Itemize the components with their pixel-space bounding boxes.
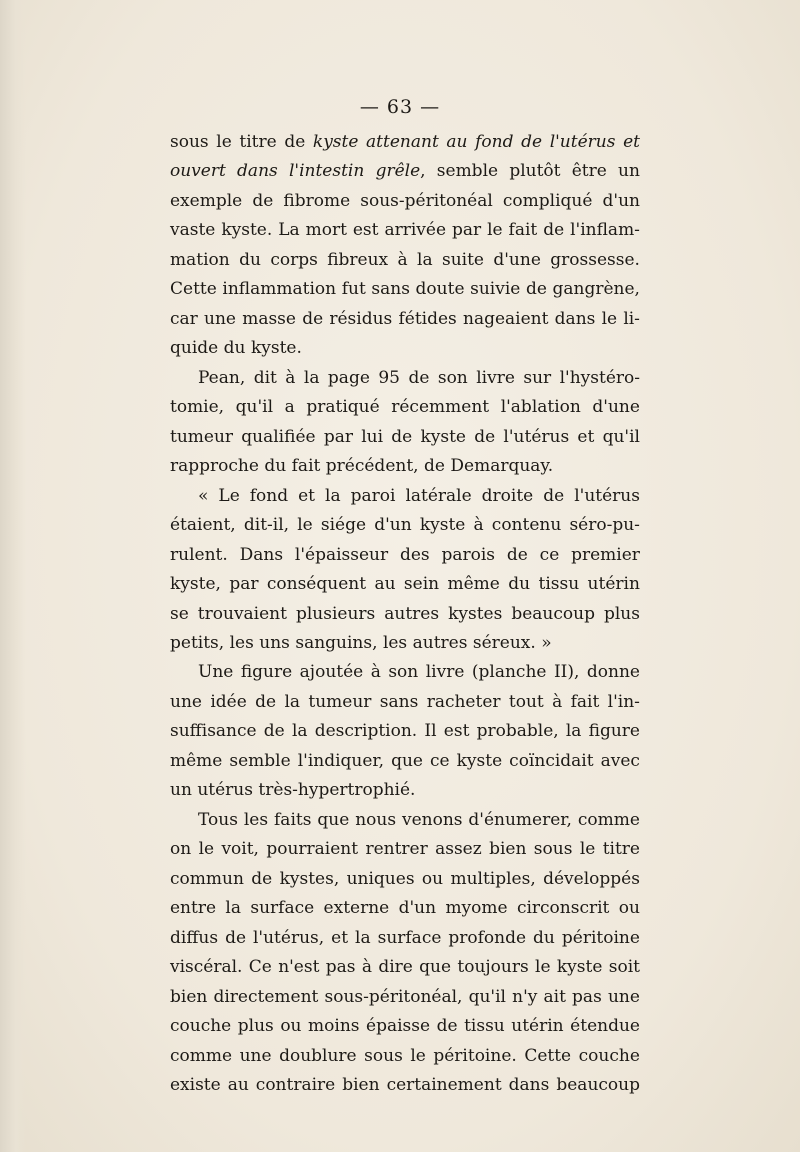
text-line: Cette inflammation fut sans doute suivie de gangrène, [170,279,640,300]
text-line: ouvert dans l'intestin grêle, semble plutôt être un [170,161,640,182]
text-line: commun de kystes, uniques ou multiples, développés [170,868,640,889]
text-line: Tous les faits que nous venons d'énumerer, comme [198,809,640,830]
text-line: rapproche du fait précédent, de Demarquay. [170,456,554,477]
text-line: rulent. Dans l'épaisseur des parois de ce premier [170,544,640,565]
text-line: étaient, dit-il, le siége d'un kyste à contenu séro-pu- [170,515,640,536]
text-line: une idée de la tumeur sans racheter tout à fait l'in- [170,691,640,712]
text-line: vaste kyste. La mort est arrivée par le fait de l'inflam- [170,220,640,241]
text-line: suffisance de la description. Il est probable, la figure [170,721,640,742]
text-line: on le voit, pourraient rentrer assez bien sous le titre [170,839,640,860]
text-line: exemple de fibrome sous-péritonéal compliqué d'un [170,190,640,211]
page-number: — 63 — [359,96,441,118]
text-line: se trouvaient plusieurs autres kystes beaucoup plus [170,603,640,624]
text-line: existe au contraire bien certainement dans beaucoup [170,1075,640,1095]
text-line: Une figure ajoutée à son livre (planche II), donne [198,662,640,683]
text-line: couche plus ou moins épaisse de tissu utérin étendue [170,1016,640,1037]
text-line: kyste, par conséquent au sein même du tissu utérin [170,574,640,595]
page-edge-shadow [0,0,26,1152]
text-line: « Le fond et la paroi latérale droite de l'utérus [198,485,640,506]
text-line: tomie, qu'il a pratiqué récemment l'ablation d'une [170,397,640,418]
text-line: Pean, dit à la page 95 de son livre sur l'hystéro- [198,367,640,388]
text-line: diffus de l'utérus, et la surface profonde du péritoine [170,927,640,948]
body-text [170,128,640,1100]
text-line: tumeur qualifiée par lui de kyste de l'utérus et qu'il [170,426,640,447]
text-line: comme une doublure sous le péritoine. Cette couche [170,1045,640,1066]
text-line: même semble l'indiquer, que ce kyste coïncidait avec [170,750,640,771]
text-line: car une masse de résidus fétides nageaient dans le li- [170,308,640,329]
text-line: un utérus très-hypertrophié. [170,780,416,801]
text-line: entre la surface externe d'un myome circonscrit ou [170,898,640,919]
text-line: bien directement sous-péritonéal, qu'il n'y ait pas une [170,986,640,1007]
text-line: quide du kyste. [170,338,302,359]
text-line: mation du corps fibreux à la suite d'une grossesse. [170,249,640,270]
text-line: sous le titre de kyste attenant au fond de l'utérus et [170,132,640,152]
text-line: petits, les uns sanguins, les autres séreux. » [170,632,552,653]
text-line: viscéral. Ce n'est pas à dire que toujours le kyste soit [170,957,640,978]
